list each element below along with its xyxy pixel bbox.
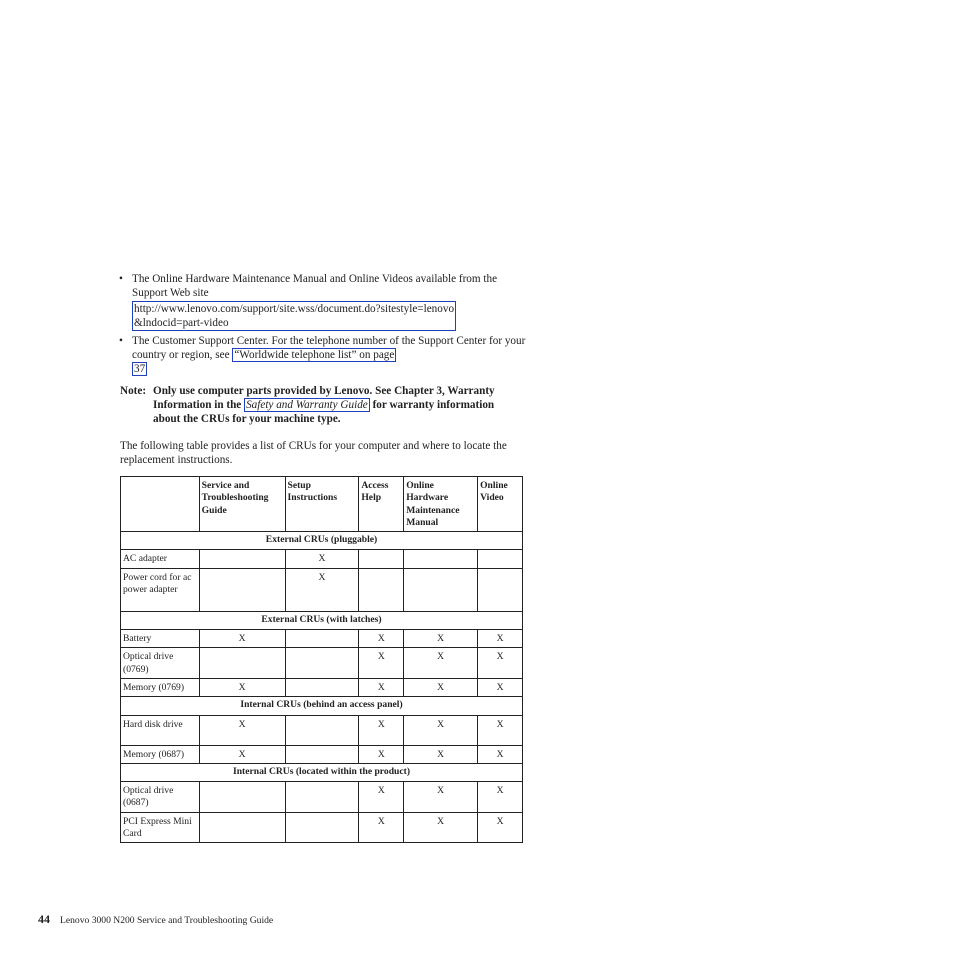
section-title: Internal CRUs (behind an access panel) [121,697,523,715]
table-cell [199,568,285,611]
table-cell [285,745,359,763]
table-cell: X [359,648,404,679]
table-cell [404,550,478,568]
table-cell: X [285,568,359,611]
part-name: Optical drive (0687) [121,782,200,813]
table-cell [359,568,404,611]
table-cell: X [199,630,285,648]
table-cell [404,568,478,611]
table-row [121,745,523,763]
table-cell: X [478,745,523,763]
table-cell: X [404,745,478,763]
section-title: Internal CRUs (located within the product) [121,763,523,781]
page-footer [38,912,273,927]
table-cell [199,812,285,843]
table-cell [199,782,285,813]
table-row [121,715,523,745]
note-label: Note: [120,385,147,397]
table-cell: X [478,812,523,843]
page-number: 44 [38,912,50,926]
table-cell: X [359,812,404,843]
bullet-list [117,272,527,379]
note-block [120,384,520,426]
table-row [121,812,523,843]
table-cell [285,812,359,843]
table-cell: X [404,678,478,696]
table-cell [478,550,523,568]
header-online-video: Online Video [478,477,523,532]
section-title: External CRUs (pluggable) [121,532,523,550]
section-title: External CRUs (with latches) [121,611,523,629]
intro-paragraph: The following table provides a list of CRUs for your computer and where to locate the replacement instructions. [120,440,507,466]
table-cell [285,782,359,813]
table-row [121,568,523,611]
header-setup-instructions: Setup Instructions [285,477,359,532]
part-name: AC adapter [121,550,200,568]
table-cell: X [404,812,478,843]
table-cell: X [478,630,523,648]
part-name: Battery [121,630,200,648]
table-cell: X [478,678,523,696]
table-cell: X [404,648,478,679]
table-cell [285,715,359,745]
worldwide-telephone-list-link[interactable]: “Worldwide telephone list” on page [234,349,395,361]
safety-warranty-guide-link[interactable]: Safety and Warranty Guide [246,399,368,411]
table-cell [199,648,285,679]
table-cell [199,550,285,568]
footer-title: Lenovo 3000 N200 Service and Troubleshooting Guide [60,915,274,926]
part-name: Memory (0687) [121,745,200,763]
bullet-dot: • [119,335,123,347]
part-name: Optical drive (0769) [121,648,200,679]
table-cell: X [359,715,404,745]
header-service-guide: Service and Troubleshooting Guide [199,477,285,532]
table-cell [478,568,523,611]
table-cell: X [478,782,523,813]
table-cell [285,648,359,679]
page-37-link[interactable]: 37 [134,363,146,375]
table-cell [285,678,359,696]
bullet-item-customer-support [117,334,527,376]
bullet-text: The Customer Support Center. For the telephone number of the Support Center for your country or region, see [132,335,526,361]
support-url-link[interactable]: http://www.lenovo.com/support/site.wss/document.do?sitestyle=lenovo &lndocid=part-video [134,303,455,329]
bullet-item-support-web-site [117,272,527,331]
table-row [121,678,523,696]
table-cell: X [359,782,404,813]
table-row [121,630,523,648]
table-cell: X [199,745,285,763]
table-cell: X [478,648,523,679]
part-name: Memory (0769) [121,678,200,696]
header-access-help: Access Help [359,477,404,532]
table-cell: X [199,678,285,696]
table-cell: X [478,715,523,745]
table-cell: X [359,678,404,696]
header-cell-empty [121,477,200,532]
table-cell: X [199,715,285,745]
table-cell: X [404,715,478,745]
header-online-hmm: Online Hardware Maintenance Manual [404,477,478,532]
table-cell [359,550,404,568]
part-name: Hard disk drive [121,715,200,745]
table-cell: X [404,630,478,648]
table-cell: X [359,745,404,763]
bullet-text: The Online Hardware Maintenance Manual and Online Videos available from the Support Web site [132,273,498,299]
bullet-dot: • [119,273,123,285]
table-row [121,782,523,813]
table-cell: X [359,630,404,648]
part-name: PCI Express Mini Card [121,812,200,843]
table-cell [285,630,359,648]
table-row [121,550,523,568]
cru-table [120,476,523,843]
table-cell: X [285,550,359,568]
part-name: Power cord for ac power adapter [121,568,200,611]
table-header-row [121,477,523,532]
table-cell: X [404,782,478,813]
note-text: Only use computer parts provided by Lenovo. See Chapter 3, Warranty Information in the Safety and Warranty Guide for warranty information about the CRUs for your machine type. [153,385,495,425]
table-row [121,648,523,679]
